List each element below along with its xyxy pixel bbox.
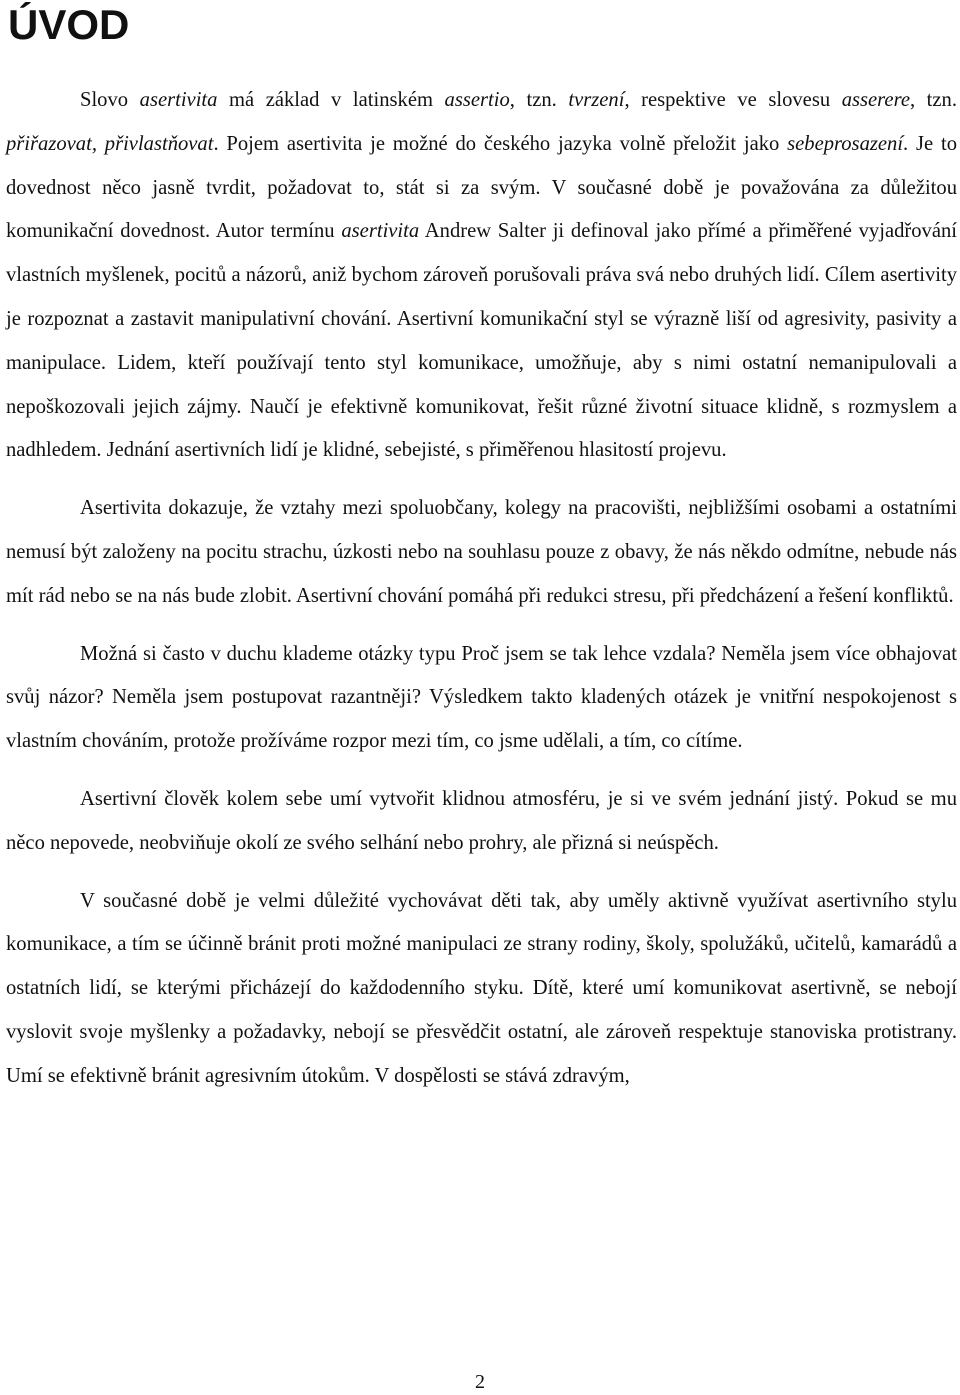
text-run: Slovo	[80, 89, 140, 111]
text-run: V současné době je velmi důležité vychovávat děti tak, aby uměly aktivně využívat asertivního stylu komunikace, a tím se účinně bránit proti možné manipulaci ze strany rodiny, školy, spolužáků, učitelů, kamarádů a ostatních lidí, se kterými přicházejí do každodenního styku. Dítě, které umí komunikovat asertivně, se nebojí vyslovit svoje myšlenky a požadavky, nebojí se přesvědčit ostatní, ale zároveň respektuje stanoviska protistrany. Umí se efektivně bránit agresivním útokům. V dospělosti se stává zdravým,	[6, 889, 957, 1087]
paragraph	[6, 79, 957, 473]
italic-term: asertivita	[139, 89, 218, 111]
body-text	[6, 79, 957, 1113]
text-run: Možná si často v duchu klademe otázky typu Proč jsem se tak lehce vzdala? Neměla jsem více obhajovat svůj názor? Neměla jsem postupovat razantněji? Výsledkem takto kladených otázek je vnitřní nespokojenost s vlastním chováním, protože prožíváme rozpor mezi tím, co jsme udělali, a tím, co cítíme.	[6, 642, 957, 753]
italic-term: tvrzení	[568, 89, 625, 111]
paragraph	[6, 487, 957, 618]
text-run: . Pojem asertivita je možné do českého jazyka volně přeložit jako	[213, 132, 788, 155]
text-run: , tzn.	[909, 89, 957, 111]
italic-term: sebeprosazení	[787, 132, 904, 155]
page-title: ÚVOD	[8, 1, 130, 48]
text-run: Asertivita dokazuje, že vztahy mezi spoluobčany, kolegy na pracovišti, nejbližšími osobami a ostatními nemusí být založeny na pocitu strachu, úzkosti nebo na souhlasu pouze z obavy, že nás někdo odmítne, nebude nás mít rád nebo se na nás bude zlobit. Asertivní chování pomáhá při redukci stresu, při předcházení a řešení konfliktů.	[6, 497, 957, 607]
paragraph	[6, 880, 957, 1099]
italic-term: přiřazovat, přivlastňovat	[6, 132, 214, 155]
italic-term: assertio	[444, 89, 510, 111]
text-run: Asertivní člověk kolem sebe umí vytvořit klidnou atmosféru, je si ve svém jednání jistý. Pokud se mu něco nepovede, neobviňuje okolí ze svého selhání nebo prohry, ale přizná si neúspěch.	[6, 787, 957, 854]
text-run: má základ v latinském	[217, 89, 445, 111]
text-run: , respektive ve slovesu	[624, 89, 842, 111]
page-number: 2	[475, 1371, 485, 1393]
paragraph	[6, 778, 957, 866]
text-run: . Je to dovednost něco jasně tvrdit, požadovat to, stát si za svým. V současné době je považována za důležitou komunikační dovednost. Autor termínu	[6, 132, 957, 243]
text-run: Andrew Salter ji definoval jako přímé a přiměřené vyjadřování vlastních myšlenek, pocitů a názorů, aniž bychom zároveň porušovali práva svá nebo druhých lidí. Cílem asertivity je rozpoznat a zastavit manipulativní chování. Asertivní komunikační styl se výrazně liší od agresivity, pasivity a manipulace. Lidem, kteří používají tento styl komunikace, umožňuje, aby s nimi ostatní nemanipulovali a nepoškozovali jejich zájmy. Naučí je efektivně komunikovat, řešit různé životní situace klidně, s rozmyslem a nadhledem. Jednání asertivních lidí je klidné, sebejisté, s přiměřenou hlasitostí projevu.	[6, 220, 958, 462]
italic-term: asertivita	[341, 220, 420, 243]
paragraph	[6, 633, 957, 764]
text-run: , tzn.	[509, 89, 569, 111]
italic-term: asserere	[841, 89, 910, 111]
